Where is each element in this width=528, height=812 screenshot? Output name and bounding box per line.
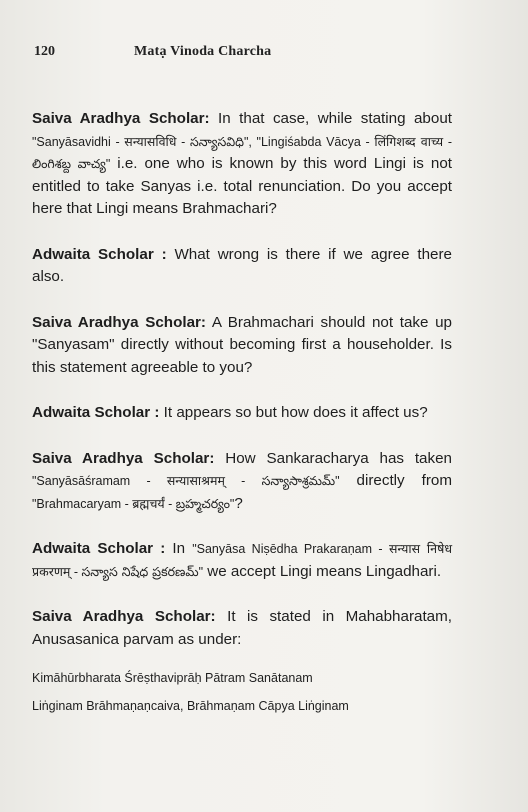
telugu-term: సన్యాసాశ్రమమ్: [261, 473, 336, 488]
dialogue-text-run: What wrong is there if we agree there also.: [32, 245, 452, 285]
devanagari-term: ब्रह्मचर्यं: [132, 495, 165, 511]
dialogue-paragraph: [32, 244, 452, 289]
transliterated-term: ": [229, 496, 235, 511]
transliterated-term: ": [105, 157, 111, 171]
devanagari-term: सन्यास निषेध प्रकरणम्: [32, 541, 453, 579]
dialogue-text-run: A Brahmachari should not take up "Sanyasam" directly without becoming first a householder. Is this statement agreeable to you?: [32, 313, 452, 376]
dialogue-text-run: ?: [234, 494, 243, 512]
page-header: [34, 44, 508, 66]
speaker-name: Adwaita Scholar :: [32, 404, 160, 421]
transliterated-term: ": [335, 474, 340, 488]
verse-line: Kimāhūrbharata Śrēṣthaviprāḥ Pātram Sanātanam: [32, 671, 313, 685]
speaker-name: Adwaita Scholar :: [32, 540, 166, 557]
dialogue-paragraph: [32, 606, 452, 651]
dialogue-text: [32, 108, 452, 714]
dialogue-paragraph: [32, 538, 452, 583]
dialogue-text-run: we accept Lingi means Lingadhari.: [203, 562, 442, 580]
transliterated-term: -: [176, 134, 190, 149]
devanagari-term: सन्यासविधि: [124, 133, 177, 149]
dialogue-text-run: It appears so but how does it affect us?: [159, 404, 428, 421]
telugu-term: సన్యాస నిషేధ ప్రకరణమ్: [81, 563, 199, 579]
speaker-name: Saiva Aradhya Scholar:: [32, 608, 216, 625]
devanagari-term: लिंगिशब्द वाच्य: [374, 133, 444, 149]
dialogue-text-run: How Sankaracharya has taken: [214, 449, 452, 467]
speaker-name: Saiva Aradhya Scholar:: [32, 313, 206, 331]
verse-line: Liṅginam Brāhmaṇaṇcaiva, Brāhmaṇam Cāpya Liṅginam: [32, 699, 349, 713]
dialogue-text-run: It is stated in Mahabharatam, Anusasanica parvam as under:: [32, 608, 452, 648]
transliterated-term: "Sanyāsavidhi -: [32, 134, 125, 149]
telugu-term: సన్యాసవిధి: [189, 133, 244, 149]
transliterated-term: "Sanyāsāśramam -: [32, 474, 167, 488]
transliterated-term: "Sanyāsa Niṣēdha Prakaraṇam -: [192, 542, 389, 556]
devanagari-term: सन्यासाश्रमम्: [166, 473, 225, 488]
speaker-name: Saiva Aradhya Scholar:: [32, 110, 210, 127]
telugu-term: లింగిశబ్ద వాచ్య: [32, 156, 106, 171]
transliterated-term: "Brahmacaryam -: [32, 496, 133, 511]
page-number: 120: [34, 44, 55, 59]
transliterated-term: -: [164, 496, 176, 511]
transliterated-term: -: [224, 474, 262, 488]
telugu-term: బ్రహ్మచర్యం: [175, 495, 230, 511]
dialogue-paragraph: [32, 448, 452, 516]
transliterated-term: -: [70, 564, 82, 579]
transliterated-term: ", "Lingiśabda Vācya -: [243, 134, 375, 149]
dialogue-text-run: directly from: [339, 472, 452, 489]
dialogue-text-run: In: [165, 540, 193, 557]
dialogue-text-run: i.e. one who is known by this word Lingi is not entitled to take Sanyas i.e. total renunciation. Do you accept here that Lingi means Brahmachari?: [32, 155, 452, 217]
verse-block: [32, 670, 452, 714]
transliterated-term: -: [443, 134, 452, 149]
running-title: Matạ Vinoda Charcha: [134, 44, 272, 59]
transliterated-term: ": [198, 564, 203, 579]
dialogue-paragraph: [32, 108, 452, 221]
dialogue-paragraph: [32, 402, 452, 425]
dialogue-paragraph: [32, 312, 452, 380]
speaker-name: Adwaita Scholar :: [32, 245, 167, 263]
dialogue-text-run: In that case, while stating about: [209, 110, 452, 127]
speaker-name: Saiva Aradhya Scholar:: [32, 449, 215, 467]
